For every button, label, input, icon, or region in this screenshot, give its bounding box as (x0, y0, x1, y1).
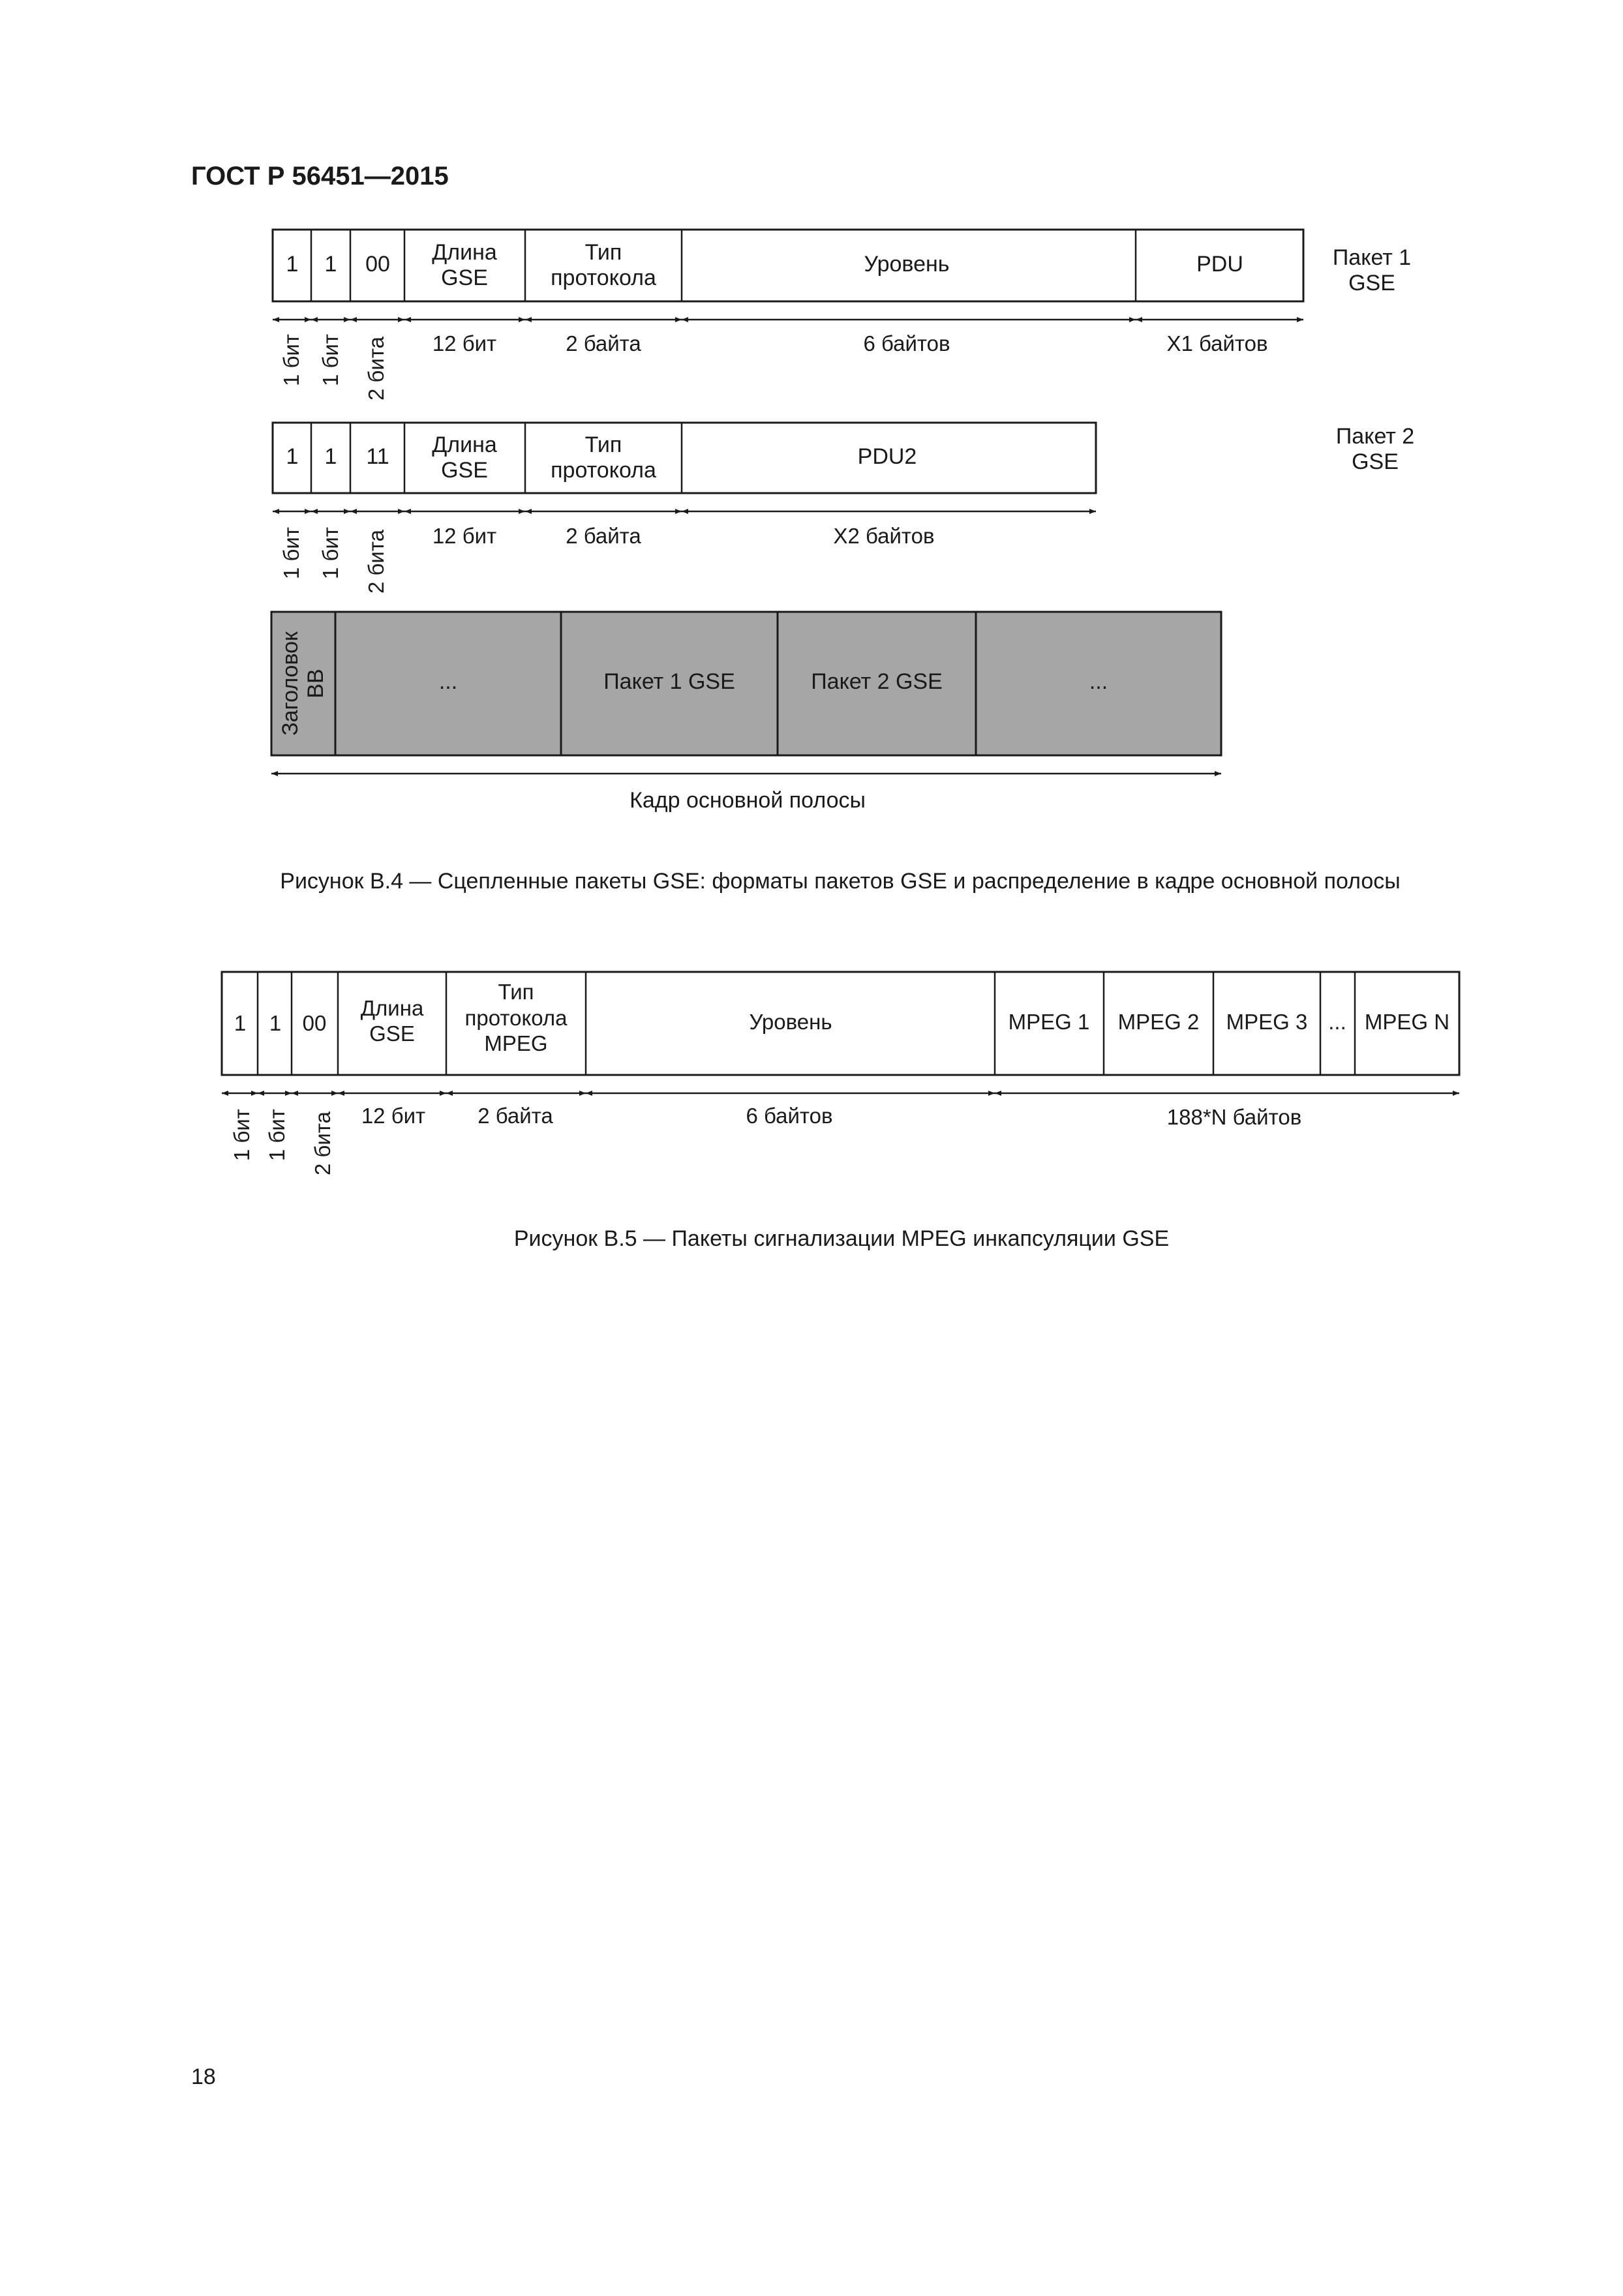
page-number: 18 (191, 2064, 216, 2089)
packet2-dim-bits2: 2 бита (364, 530, 388, 594)
packet2-cell-proto-l2: протокола (551, 458, 656, 483)
mpeg-cell-mpegn: MPEG N (1364, 1010, 1450, 1034)
figure4-caption: Рисунок В.4 — Сцепленные пакеты GSE: форматы пакетов GSE и распределение в кадре основной полосы (280, 869, 1401, 894)
packet2-frame (273, 423, 1096, 493)
packet2-label-l2: GSE (1352, 449, 1399, 474)
packet1-cell-length-l2: GSE (441, 265, 488, 290)
mpeg-cell-proto-l1: Тип (498, 980, 534, 1004)
packet1-cell-bit1: 1 (286, 252, 299, 277)
packet1-dim-12bit: 12 бит (432, 331, 497, 355)
packet2-dim-2byte: 2 байта (566, 524, 641, 548)
packet2-cell-type: 11 (366, 444, 389, 469)
baseband-frame-diagram (271, 612, 1221, 813)
packet2-dim-x2byte: Х2 байтов (833, 524, 935, 548)
frame-packet2-label: Пакет 2 GSE (811, 669, 943, 694)
mpeg-cell-level: Уровень (749, 1010, 832, 1034)
frame-ellipsis-left: ... (438, 669, 458, 694)
packet2-label-l1: Пакет 2 (1335, 424, 1415, 449)
mpeg-cell-type: 00 (302, 1011, 327, 1035)
packet1-cell-pdu: PDU (1196, 252, 1243, 277)
mpeg-cell-proto-l3: MPEG (484, 1031, 548, 1055)
mpeg-dim-bit2: 1 бит (265, 1109, 289, 1161)
packet2-cell-length-l2: GSE (441, 458, 488, 483)
packet2-cell-length-l1: Длина (432, 432, 497, 457)
packet1-cell-proto-l1: Тип (584, 240, 622, 265)
packet1-label-l2: GSE (1348, 271, 1395, 295)
frame-span-label: Кадр основной полосы (629, 788, 866, 813)
packet1-dim-bits2: 2 бита (364, 337, 388, 400)
mpeg-dim-2byte: 2 байта (478, 1104, 553, 1128)
mpeg-dim-bit1: 1 бит (230, 1109, 254, 1161)
packet1-dim-2byte: 2 байта (566, 331, 641, 355)
packet2-cell-bit2: 1 (324, 444, 337, 469)
frame-ellipsis-right: ... (1089, 669, 1108, 694)
packet1-cell-level: Уровень (864, 252, 950, 277)
packet2-dim-bit2: 1 бит (318, 527, 342, 579)
packet1-cell-bit2: 1 (324, 252, 337, 277)
packet1-dim-bit1: 1 бит (279, 334, 303, 386)
frame-packet1-label: Пакет 1 GSE (603, 669, 735, 694)
mpeg-dim-188n: 188*N байтов (1166, 1105, 1302, 1129)
packet1-cell-type: 00 (365, 252, 390, 277)
mpeg-cell-mpeg3: MPEG 3 (1226, 1010, 1308, 1034)
mpeg-dim-12bit: 12 бит (361, 1104, 426, 1128)
doc-header: ГОСТ Р 56451—2015 (191, 162, 449, 190)
mpeg-cell-mpeg1: MPEG 1 (1008, 1010, 1090, 1034)
figure5-caption: Рисунок В.5 — Пакеты сигнализации MPEG инкапсуляции GSE (513, 1226, 1170, 1251)
frame-bb-header-l2: BB (303, 669, 328, 699)
packet1-dim-x1byte: Х1 байтов (1166, 331, 1268, 355)
frame-bb-header-l1: Заголовок (278, 631, 303, 736)
packet1-dim-bit2: 1 бит (318, 334, 342, 386)
mpeg-cell-proto-l2: протокола (464, 1006, 568, 1030)
mpeg-dim-bits2: 2 бита (311, 1111, 335, 1175)
packet1-cell-proto-l2: протокола (551, 265, 656, 290)
packet1-dim-6byte: 6 байтов (863, 331, 950, 355)
packet2-dim-bit1: 1 бит (279, 527, 303, 579)
mpeg-cell-ellipsis: ... (1328, 1010, 1346, 1034)
packet2-cell-bit1: 1 (286, 444, 299, 469)
mpeg-dim-6byte: 6 байтов (746, 1104, 833, 1128)
packet1-diagram (273, 230, 1411, 400)
packet1-frame (273, 230, 1303, 301)
packet2-dim-12bit: 12 бит (432, 524, 497, 548)
packet2-cell-proto-l1: Тип (584, 432, 622, 457)
packet1-label-l1: Пакет 1 (1332, 245, 1412, 270)
mpeg-cell-length-l1: Длина (360, 996, 424, 1020)
mpeg-cell-length-l2: GSE (369, 1021, 415, 1046)
mpeg-cell-bit2: 1 (269, 1011, 282, 1035)
packet2-diagram (273, 423, 1414, 594)
mpeg-packet-diagram (222, 972, 1459, 1175)
mpeg-cell-mpeg2: MPEG 2 (1117, 1010, 1200, 1034)
packet1-cell-length-l1: Длина (432, 240, 497, 265)
packet2-cell-pdu2: PDU2 (857, 444, 917, 469)
mpeg-cell-bit1: 1 (234, 1011, 247, 1035)
